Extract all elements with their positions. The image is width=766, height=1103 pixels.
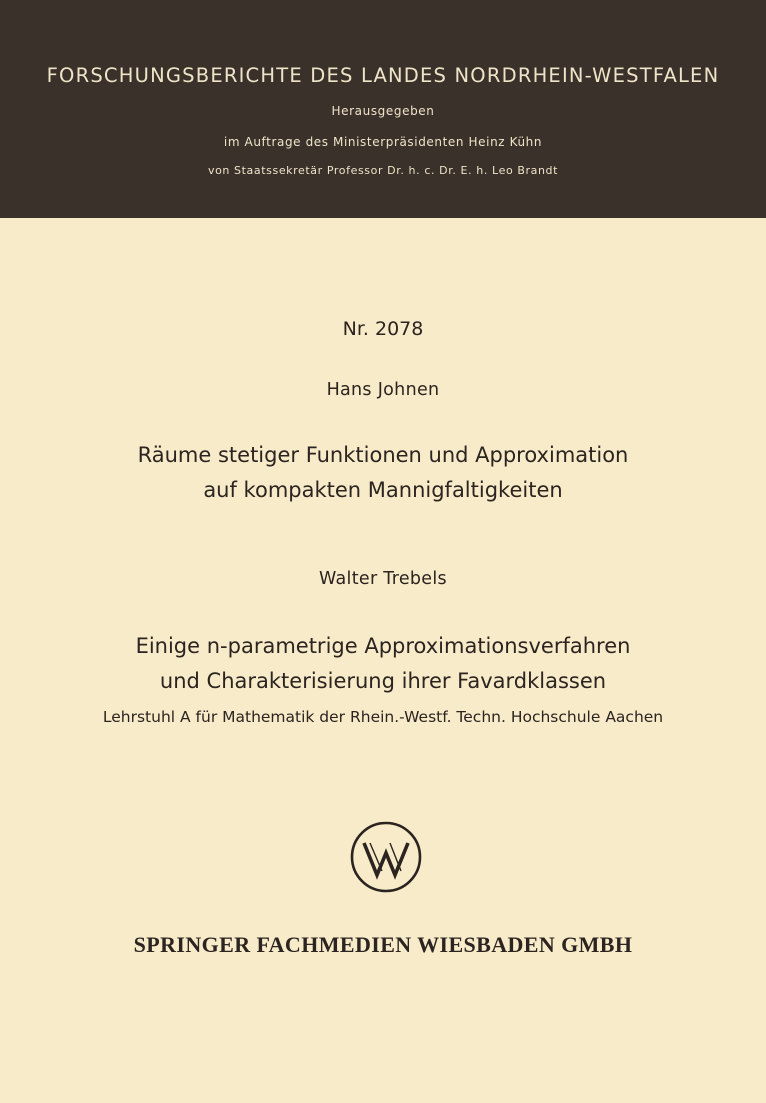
title-1-line-2: auf kompakten Mannigfaltigkeiten [203, 478, 563, 502]
author-2: Walter Trebels [319, 569, 447, 589]
editor-line-3: von Staatssekretär Professor Dr. h. c. Dr. E. h. Leo Brandt [207, 164, 559, 177]
title-2 [0, 629, 766, 699]
editor-line-2: im Auftrage des Ministerpräsidenten Heinz Kühn [223, 135, 543, 149]
affiliation: Lehrstuhl A für Mathematik der Rhein.-Westf. Techn. Hochschule Aachen [102, 708, 664, 726]
title-2-line-1: Einige n-parametrige Approximationsverfahren [135, 634, 631, 658]
springer-w-logo-icon [350, 821, 422, 893]
editor-line-1: Herausgegeben [331, 104, 435, 118]
title-2-line-2: und Charakterisierung ihrer Favardklassen [159, 669, 607, 693]
series-title: FORSCHUNGSBERICHTE DES LANDES NORDRHEIN-WESTFALEN [46, 64, 720, 87]
header-band [0, 0, 766, 218]
report-number: Nr. 2078 [342, 318, 424, 340]
title-1 [0, 438, 766, 508]
title-1-line-1: Räume stetiger Funktionen und Approximation [137, 443, 629, 467]
author-1: Hans Johnen [326, 380, 440, 400]
publisher-name: SPRINGER FACHMEDIEN WIESBADEN GMBH [133, 932, 633, 957]
